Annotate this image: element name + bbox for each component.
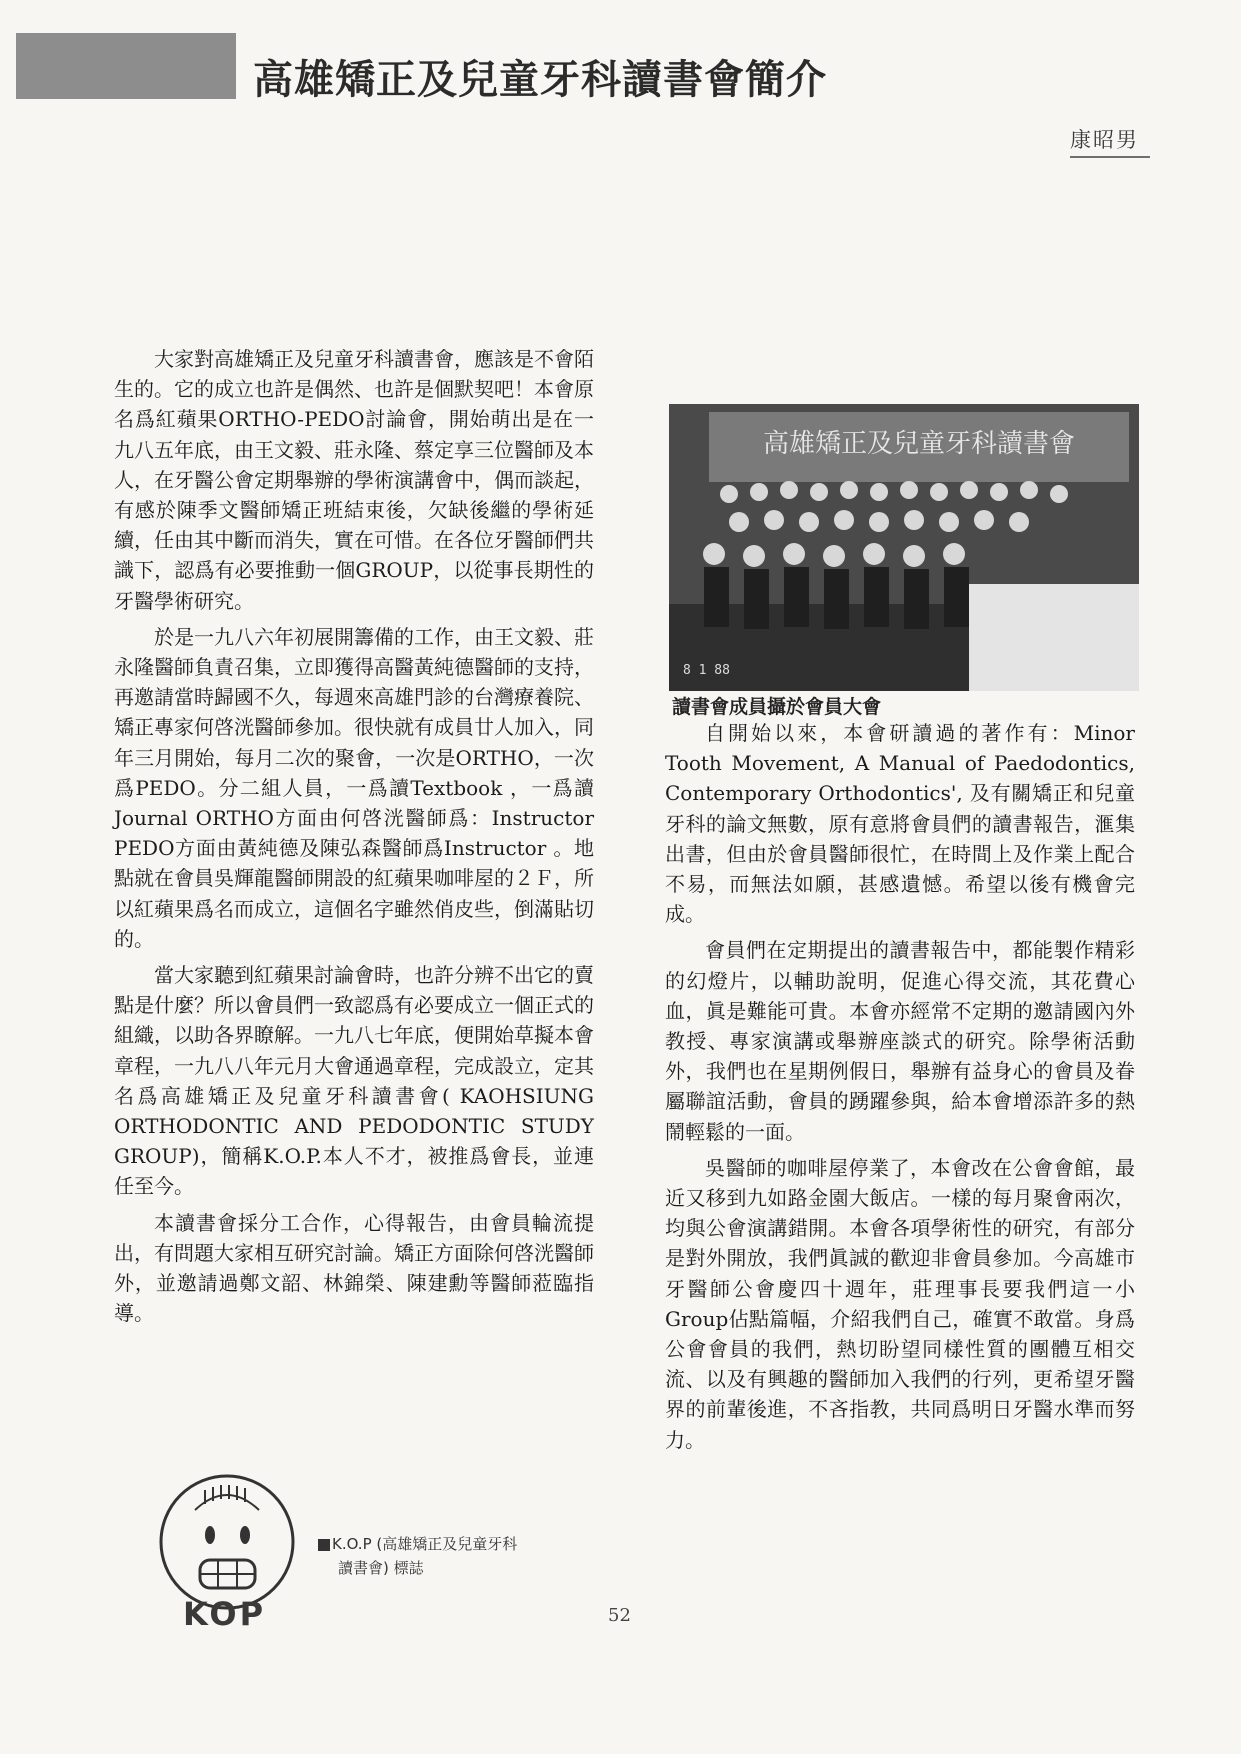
photo-date-stamp: 8 1 88 xyxy=(683,663,730,678)
left-column xyxy=(114,344,594,1335)
group-photo xyxy=(669,404,1139,691)
paragraph: 當大家聽到紅蘋果討論會時，也許分辨不出它的賣點是什麼？所以會員們一致認爲有必要成立一個正式的組織，以助各界瞭解。一九八七年底，便開始草擬本會章程，一九八八年元月大會通過章程，完成設立，定其名爲高雄矯正及兒童牙科讀書會( KAOHSIUNG ORTHODONTIC AND PEDODONTIC STUDY GROUP)，簡稱K.O.P.本人不才，被推爲會長，並連任至今。 xyxy=(114,963,594,1199)
header-band xyxy=(16,33,236,99)
paragraph: 自開始以來，本會研讀過的著作有：Minor Tooth Movement, A Manual of Paedodontics, Contemporary Orthodontics', 及有關矯正和兒童牙科的論文無數，原有意將會員們的讀書報告，滙集出書，但由於會員醫師很忙，在時間上及作業上配合不易，而無法如願，甚感遺憾。希望以後有機會完成。 xyxy=(665,721,1135,927)
page-number: 52 xyxy=(608,1605,631,1626)
logo-text: KOP xyxy=(183,1595,267,1633)
paragraph: 於是一九八六年初展開籌備的工作，由王文毅、莊永隆醫師負責召集，立即獲得高醫黃純德醫師的支持，再邀請當時歸國不久，每週來高雄門診的台灣療養院、矯正專家何啓洸醫師參加。很快就有成員廿人加入，同年三月開始，每月二次的聚會，一次是ORTHO，一次爲PEDO。分二組人員，一爲讀Textbook ，一爲讀Journal ORTHO方面由何啓洸醫師爲：Instructor PEDO方面由黃純德及陳弘森醫師爲Instructor 。地點就在會員吳輝龍醫師開設的紅蘋果咖啡屋的２Ｆ，所以紅蘋果爲名而成立，這個名字雖然俏皮些，倒滿貼切的。 xyxy=(114,624,594,951)
photo-caption: 讀書會成員攝於會員大會 xyxy=(672,696,882,718)
paragraph: 會員們在定期提出的讀書報告中，都能製作精彩的幻燈片，以輔助說明，促進心得交流，其花費心血，眞是難能可貴。本會亦經常不定期的邀請國內外教授、專家演講或舉辦座談式的研究。除學術活動外，我們也在星期例假日，舉辦有益身心的會員及眷屬聯誼活動，會員的踴躍參與，給本會增添許多的熱鬧輕鬆的一面。 xyxy=(665,938,1135,1144)
logo-caption xyxy=(318,1532,598,1580)
logo-caption-line2: 讀書會) 標誌 xyxy=(338,1559,424,1577)
paragraph: 大家對高雄矯正及兒童牙科讀書會，應該是不會陌生的。它的成立也許是偶然、也許是個默契吧！本會原名爲紅蘋果ORTHO-PEDO討論會，開始萌出是在一九八五年底，由王文毅、莊永隆、蔡定享三位醫師及本人，在牙醫公會定期舉辦的學術演講會中，偶而談起，有感於陳季文醫師矯正班結束後，欠缺後繼的學術延續，任由其中斷而消失，實在可惜。在各位牙醫師們共識下，認爲有必要推動一個GROUP，以從事長期性的牙醫學術研究。 xyxy=(114,347,594,613)
kop-logo xyxy=(155,1470,300,1615)
right-column xyxy=(665,718,1135,1461)
group-photo-illustration xyxy=(669,404,1139,691)
bullet-square-icon xyxy=(318,1539,330,1551)
paragraph: 吳醫師的咖啡屋停業了，本會改在公會會館，最近又移到九如路金園大飯店。一樣的每月聚會兩次，均與公會演講錯開。本會各項學術性的研究，有部分是對外開放，我們眞誠的歡迎非會員參加。今高雄市牙醫師公會慶四十週年，莊理事長要我們這一小Group佔點篇幅，介紹我們自己，確實不敢當。身爲公會會員的我們，熱切盼望同樣性質的團體互相交流、以及有興趣的醫師加入我們的行列，更希望牙醫界的前輩後進，不吝指教，共同爲明日牙醫水準而努力。 xyxy=(665,1155,1135,1452)
author-name: 康昭男 xyxy=(1070,128,1139,152)
page-title: 高雄矯正及兒童牙科讀書會簡介 xyxy=(253,57,827,103)
logo-caption-line1: K.O.P (高雄矯正及兒童牙科 xyxy=(332,1535,518,1553)
photo-banner-text: 高雄矯正及兒童牙科讀書會 xyxy=(762,429,1076,459)
author-underline xyxy=(1070,156,1150,158)
paragraph: 本讀書會採分工合作，心得報告，由會員輪流提出，有問題大家相互研究討論。矯正方面除何啓洸醫師外，並邀請過鄭文韶、林錦榮、陳建勳等醫師蒞臨指導。 xyxy=(114,1210,594,1326)
